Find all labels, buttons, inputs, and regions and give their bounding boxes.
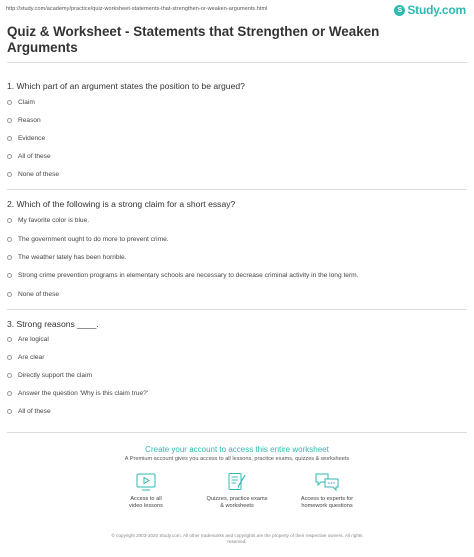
option-label: The government ought to do more to prevent crime.	[18, 236, 169, 243]
option-label: Are logical	[18, 336, 49, 343]
option-q3-b[interactable]	[7, 353, 44, 362]
option-label: None of these	[18, 291, 60, 298]
feature-label-line2: & worksheets	[220, 503, 254, 509]
option-label: Claim	[18, 99, 35, 106]
create-account-link[interactable]: Create your account to access this entire worksheet	[145, 445, 329, 454]
radio-icon[interactable]	[7, 118, 12, 123]
logo-text: Study.com	[407, 3, 466, 17]
question-divider	[7, 189, 467, 190]
option-q3-c[interactable]	[7, 371, 92, 380]
radio-icon[interactable]	[7, 154, 12, 159]
option-label: The weather lately has been horrible.	[18, 254, 127, 261]
option-q3-d[interactable]	[7, 389, 148, 398]
option-label: My favorite color is blue.	[18, 217, 90, 224]
radio-icon[interactable]	[7, 292, 12, 297]
option-q1-a[interactable]	[7, 98, 35, 107]
option-q2-b[interactable]	[7, 235, 169, 244]
radio-icon[interactable]	[7, 255, 12, 260]
top-bar	[0, 0, 474, 22]
option-label: Evidence	[18, 135, 46, 142]
video-lessons-icon	[135, 472, 157, 492]
logo-mark-icon: S	[394, 5, 405, 16]
option-q2-a[interactable]	[7, 216, 89, 225]
feature-label-line2: video lessons	[129, 503, 163, 509]
option-label: Directly support the claim	[18, 372, 93, 379]
radio-icon[interactable]	[7, 136, 12, 141]
option-q2-d[interactable]	[7, 271, 358, 280]
question-3-text: 3. Strong reasons ____.	[7, 319, 99, 329]
section-divider	[7, 432, 467, 433]
radio-icon[interactable]	[7, 355, 12, 360]
page-url: http://study.com/academy/practice/quiz-worksheet-statements-that-strengthen-or-weaken-arguments.html	[6, 6, 268, 12]
copyright-line1: © copyright 2003-2020 Study.com. All other trademarks and copyrights are the property of their respective owners. All rights	[111, 533, 363, 538]
title-divider	[7, 62, 467, 63]
option-q2-e[interactable]	[7, 290, 59, 299]
question-1-text: 1. Which part of an argument states the position to be argued?	[7, 81, 245, 91]
option-label: None of these	[18, 171, 60, 178]
feature-label-line2: homework questions	[301, 503, 353, 509]
radio-icon[interactable]	[7, 373, 12, 378]
option-q3-e[interactable]	[7, 407, 51, 416]
radio-icon[interactable]	[7, 273, 12, 278]
study-logo[interactable]	[394, 3, 466, 17]
page-title: Quiz & Worksheet - Statements that Strengthen or Weaken Arguments	[7, 24, 380, 55]
option-q1-b[interactable]	[7, 116, 41, 125]
question-2-text: 2. Which of the following is a strong claim for a short essay?	[7, 199, 236, 209]
option-label: Reason	[18, 117, 41, 124]
radio-icon[interactable]	[7, 409, 12, 414]
quizzes-worksheets-icon	[226, 472, 248, 492]
radio-icon[interactable]	[7, 218, 12, 223]
radio-icon[interactable]	[7, 337, 12, 342]
radio-icon[interactable]	[7, 172, 12, 177]
copyright-line2: reserved.	[227, 539, 247, 544]
radio-icon[interactable]	[7, 237, 12, 242]
premium-description: A Premium account gives you access to all lessons, practice exams, quizzes & worksheets	[124, 456, 350, 462]
option-label: All of these	[18, 408, 51, 415]
feature-label-line1: Access to experts for	[300, 496, 354, 502]
option-q2-c[interactable]	[7, 253, 127, 262]
option-q1-e[interactable]	[7, 170, 59, 179]
option-q1-d[interactable]	[7, 152, 51, 161]
option-q1-c[interactable]	[7, 134, 45, 143]
feature-experts	[272, 472, 382, 510]
experts-chat-icon	[314, 472, 340, 492]
option-label: Are clear	[18, 354, 45, 361]
feature-label-line1: Access to all	[130, 496, 162, 502]
option-label: Strong crime prevention programs in elementary schools are necessary to decrease criminal activity in the long term.	[18, 272, 359, 279]
option-label: Answer the question 'Why is this claim true?'	[18, 390, 149, 397]
feature-label-line1: Quizzes, practice exams	[206, 496, 268, 502]
option-q3-a[interactable]	[7, 335, 49, 344]
copyright-footer	[0, 533, 474, 545]
question-divider	[7, 309, 467, 310]
radio-icon[interactable]	[7, 100, 12, 105]
radio-icon[interactable]	[7, 391, 12, 396]
option-label: All of these	[18, 153, 51, 160]
